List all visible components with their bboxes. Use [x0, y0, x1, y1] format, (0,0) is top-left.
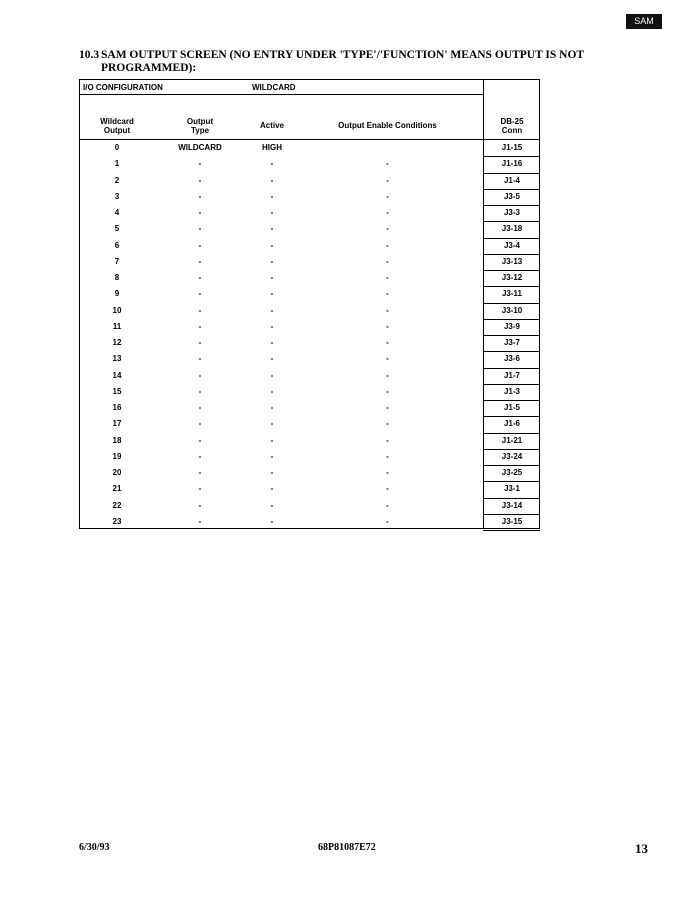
cell-output-type: -: [198, 386, 202, 396]
cell-active: -: [270, 370, 274, 380]
cell-active: -: [270, 256, 274, 266]
cell-active: -: [270, 468, 274, 477]
cell-enable-conditions: -: [386, 159, 389, 169]
db25-row-rule: [483, 335, 540, 336]
db25-row-rule: [483, 514, 540, 515]
cell-db25-conn: J3-11: [501, 289, 523, 299]
cell-enable-conditions: -: [386, 273, 389, 282]
cell-enable-conditions: -: [386, 451, 389, 461]
cell-output-type: -: [198, 419, 202, 429]
cell-wildcard-output: 4: [114, 208, 120, 217]
cell-active: -: [270, 484, 274, 494]
db25-row-rule: [483, 433, 540, 434]
cell-db25-conn: J3-24: [501, 451, 523, 461]
cell-enable-conditions: -: [386, 419, 389, 429]
cell-db25-conn: J1-15: [501, 143, 523, 152]
cell-output-type: -: [198, 256, 202, 266]
io-configuration-value: WILDCARD: [252, 83, 296, 92]
cell-wildcard-output: 0: [114, 143, 120, 152]
cell-active: -: [270, 354, 274, 364]
cell-wildcard-output: 12: [112, 338, 122, 347]
cell-enable-conditions: -: [386, 321, 389, 331]
cell-wildcard-output: 15: [112, 386, 122, 396]
col-header-db25-conn: [486, 117, 538, 135]
cell-output-type: -: [198, 468, 202, 477]
col-header-output-type: [175, 117, 225, 135]
cell-wildcard-output: 19: [112, 451, 122, 461]
cell-wildcard-output: 11: [112, 321, 122, 331]
cell-enable-conditions: -: [386, 484, 389, 494]
cell-enable-conditions: -: [386, 240, 389, 250]
cell-enable-conditions: -: [386, 386, 389, 396]
header-bottom-rule: [79, 139, 540, 140]
cell-db25-conn: J1-4: [503, 175, 520, 185]
cell-db25-conn: J3-9: [503, 321, 520, 331]
cell-db25-conn: J1-16: [501, 159, 523, 169]
cell-output-type: -: [198, 224, 202, 234]
db25-row-rule: [483, 319, 540, 320]
io-configuration-label: I/O CONFIGURATION: [83, 83, 163, 92]
cell-wildcard-output: 3: [114, 191, 120, 201]
db25-row-rule: [483, 303, 540, 304]
cell-wildcard-output: 6: [114, 240, 120, 250]
section-number: 10.3: [79, 49, 100, 61]
cell-wildcard-output: 22: [112, 500, 122, 510]
cell-db25-conn: J3-14: [501, 500, 523, 510]
cell-wildcard-output: 16: [112, 403, 122, 412]
col-header-wildcard-output: [92, 117, 142, 135]
cell-output-type: -: [198, 289, 202, 299]
cell-output-type: -: [198, 435, 202, 445]
cell-db25-conn: J1-7: [503, 370, 520, 380]
cell-db25-conn: J3-7: [503, 338, 520, 347]
cell-active: -: [270, 451, 274, 461]
cell-output-type: -: [198, 484, 202, 494]
cell-enable-conditions: -: [386, 370, 389, 380]
cell-db25-conn: J1-6: [503, 419, 520, 429]
cell-wildcard-output: 5: [114, 224, 120, 234]
cell-output-type: -: [198, 516, 202, 526]
cell-output-type: -: [198, 305, 202, 315]
cell-db25-conn: J1-3: [503, 386, 520, 396]
db25-row-rule: [483, 384, 540, 385]
footer-doc-number: 68P81087E72: [318, 842, 376, 853]
cell-active: -: [270, 305, 274, 315]
cell-db25-conn: J3-12: [501, 273, 523, 282]
col-header-output-type-line1: Output: [186, 117, 214, 126]
cell-output-type: -: [198, 208, 202, 217]
cell-wildcard-output: 17: [112, 419, 122, 429]
cell-output-type: -: [198, 191, 202, 201]
cell-active: -: [270, 321, 274, 331]
cell-enable-conditions: -: [386, 468, 389, 477]
cell-active: -: [270, 289, 274, 299]
cell-enable-conditions: -: [386, 289, 389, 299]
db25-row-rule: [483, 286, 540, 287]
cell-db25-conn: J3-4: [503, 240, 520, 250]
db25-row-rule: [483, 530, 540, 531]
cell-wildcard-output: 2: [114, 175, 120, 185]
page-number: 13: [635, 841, 648, 856]
db25-row-rule: [483, 156, 540, 157]
db25-row-rule: [483, 173, 540, 174]
cell-db25-conn: J1-21: [501, 435, 523, 445]
cell-db25-conn: J3-1: [503, 484, 520, 494]
cell-active: -: [270, 208, 274, 217]
cell-enable-conditions: -: [386, 354, 389, 364]
section-title-line1: SAM OUTPUT SCREEN (NO ENTRY UNDER 'TYPE'/'FUNCTION' MEANS OUTPUT IS NOT: [101, 49, 585, 61]
cell-wildcard-output: 13: [112, 354, 122, 364]
cell-enable-conditions: -: [386, 500, 389, 510]
cell-active: -: [270, 240, 274, 250]
cell-wildcard-output: 8: [114, 273, 120, 282]
cell-active: -: [270, 419, 274, 429]
cell-active: -: [270, 403, 274, 412]
cell-active: HIGH: [262, 143, 282, 152]
cell-wildcard-output: 18: [112, 435, 122, 445]
cell-output-type: -: [198, 338, 202, 347]
cell-output-type: -: [198, 403, 202, 412]
cell-active: -: [270, 175, 274, 185]
cell-db25-conn: J3-25: [501, 468, 523, 477]
db25-row-rule: [483, 189, 540, 190]
cell-output-type: -: [198, 354, 202, 364]
col-header-wildcard-output-line2: Output: [103, 126, 131, 135]
db25-row-rule: [483, 368, 540, 369]
cell-wildcard-output: 14: [112, 370, 122, 380]
cell-enable-conditions: -: [386, 208, 389, 217]
cell-db25-conn: J3-10: [501, 305, 523, 315]
cell-enable-conditions: -: [386, 224, 389, 234]
cell-enable-conditions: -: [386, 191, 389, 201]
cell-active: -: [270, 273, 274, 282]
cell-wildcard-output: 23: [112, 516, 122, 526]
cell-output-type: WILDCARD: [178, 143, 222, 152]
cell-db25-conn: J3-3: [503, 208, 520, 217]
cell-db25-conn: J3-18: [501, 224, 523, 234]
cell-enable-conditions: -: [386, 305, 389, 315]
db25-row-rule: [483, 400, 540, 401]
cell-active: -: [270, 500, 274, 510]
db25-row-rule: [483, 481, 540, 482]
db25-row-rule: [483, 416, 540, 417]
cell-enable-conditions: -: [386, 175, 389, 185]
cell-active: -: [270, 159, 274, 169]
cell-db25-conn: J3-5: [503, 191, 520, 201]
cell-db25-conn: J3-6: [503, 354, 520, 364]
cell-enable-conditions: -: [386, 338, 389, 347]
cell-wildcard-output: 7: [114, 256, 120, 266]
db25-row-rule: [483, 351, 540, 352]
cell-output-type: -: [198, 321, 202, 331]
cell-wildcard-output: 20: [112, 468, 122, 477]
cell-active: -: [270, 338, 274, 347]
cell-active: -: [270, 435, 274, 445]
cell-db25-conn: J3-13: [501, 256, 523, 266]
col-header-db25-line1: DB-25: [500, 117, 524, 126]
cell-enable-conditions: -: [386, 516, 389, 526]
db25-row-rule: [483, 498, 540, 499]
cell-db25-conn: J1-5: [503, 403, 520, 412]
db25-row-rule: [483, 238, 540, 239]
db25-row-rule: [483, 270, 540, 271]
db25-row-rule: [483, 465, 540, 466]
footer-date: 6/30/93: [79, 842, 110, 853]
section-title-line2: PROGRAMMED):: [101, 62, 197, 74]
section-tab-sam: SAM: [626, 14, 662, 29]
output-table: [79, 79, 540, 529]
col-header-enable-conditions: Output Enable Conditions: [338, 121, 437, 130]
cell-wildcard-output: 21: [112, 484, 122, 494]
cell-output-type: -: [198, 273, 202, 282]
cell-output-type: -: [198, 500, 202, 510]
db25-row-rule: [483, 254, 540, 255]
db25-row-rule: [483, 205, 540, 206]
cell-output-type: -: [198, 370, 202, 380]
cell-active: -: [270, 386, 274, 396]
cell-active: -: [270, 191, 274, 201]
cell-output-type: -: [198, 175, 202, 185]
col-header-wildcard-output-line1: Wildcard: [100, 117, 134, 126]
cell-db25-conn: J3-15: [501, 516, 523, 526]
cell-output-type: -: [198, 159, 202, 169]
cell-wildcard-output: 1: [114, 159, 120, 169]
cell-wildcard-output: 10: [112, 305, 122, 315]
db25-row-rule: [483, 449, 540, 450]
cell-enable-conditions: -: [386, 435, 389, 445]
section-heading: [79, 49, 599, 75]
db25-row-rule: [483, 221, 540, 222]
cell-active: -: [270, 224, 274, 234]
cell-active: -: [270, 516, 274, 526]
cell-enable-conditions: -: [386, 403, 389, 412]
cell-output-type: -: [198, 451, 202, 461]
cell-wildcard-output: 9: [114, 289, 120, 299]
col-header-db25-line2: Conn: [501, 126, 523, 135]
col-header-active: Active: [259, 121, 284, 130]
col-header-output-type-line2: Type: [190, 126, 210, 135]
config-separator: [79, 94, 483, 95]
cell-output-type: -: [198, 240, 202, 250]
cell-enable-conditions: -: [386, 256, 389, 266]
